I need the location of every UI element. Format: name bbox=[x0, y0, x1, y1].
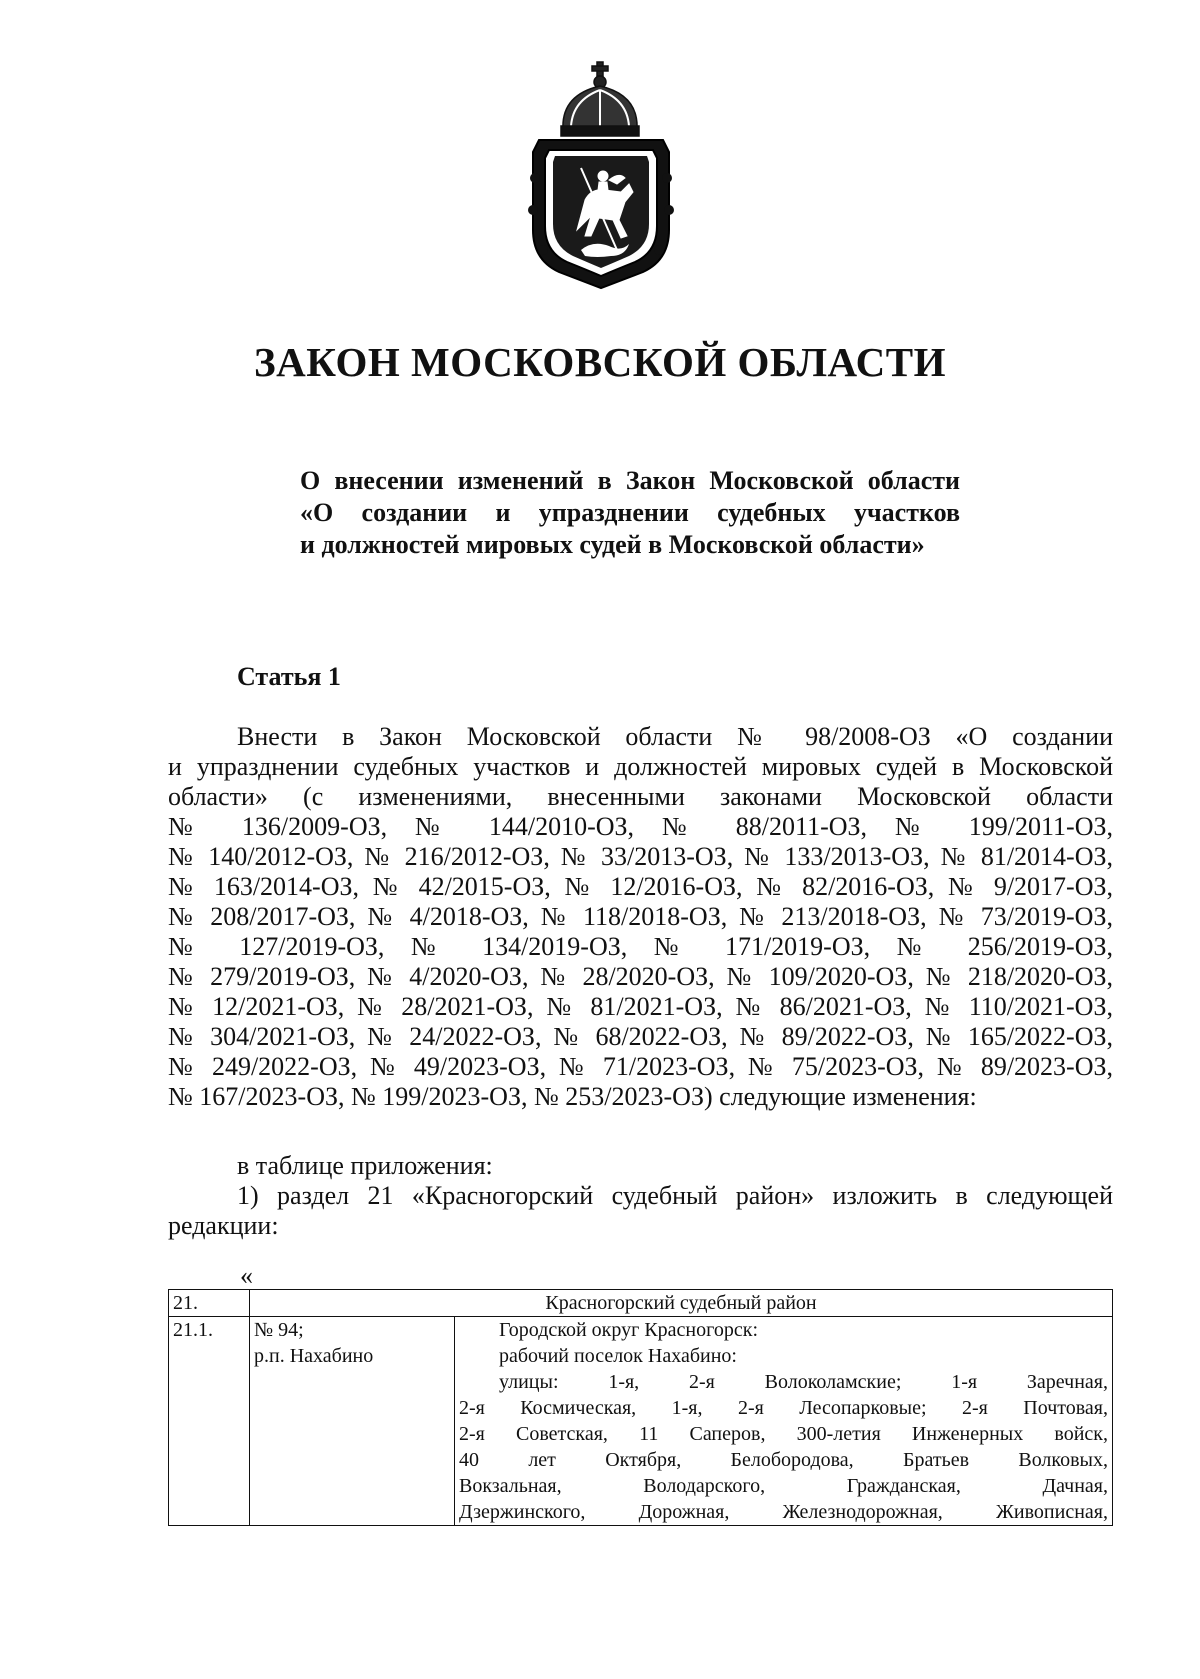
territory-line: 40 лет Октября, Белобородова, Братьев Волковых, bbox=[459, 1449, 1108, 1471]
subtitle-line: О внесении изменений в Закон Московской области bbox=[300, 466, 960, 495]
territory-line: Вокзальная, Володарского, Гражданская, Дачная, bbox=[459, 1475, 1108, 1497]
body-line: области» (с изменениями, внесенными законами Московской области bbox=[168, 782, 1113, 811]
item-1-line: 1) раздел 21 «Красногорский судебный район» изложить в следующей bbox=[237, 1181, 1113, 1210]
territory-line: Дзержинского, Дорожная, Железнодорожная, Живописная, bbox=[459, 1501, 1108, 1523]
plot-location: р.п. Нахабино bbox=[254, 1345, 374, 1367]
crown-icon bbox=[561, 62, 639, 136]
open-quote: « bbox=[240, 1261, 253, 1290]
section-number: 21. bbox=[169, 1290, 250, 1317]
plot-number: № 94; bbox=[254, 1319, 304, 1341]
territory-line: рабочий поселок Нахабино: bbox=[499, 1345, 737, 1367]
body-line: № 279/2019-ОЗ, № 4/2020-ОЗ, № 28/2020-ОЗ, № 109/2020-ОЗ, № 218/2020-ОЗ, bbox=[168, 962, 1113, 991]
subtitle-line: «О создании и упразднении судебных участков bbox=[300, 498, 960, 527]
plot-cell bbox=[250, 1317, 455, 1526]
document-subtitle bbox=[300, 465, 960, 561]
body-line: № 304/2021-ОЗ, № 24/2022-ОЗ, № 68/2022-ОЗ, № 89/2022-ОЗ, № 165/2022-ОЗ, bbox=[168, 1022, 1113, 1051]
body-line: Внести в Закон Московской области № 98/2008-ОЗ «О создании bbox=[237, 722, 1113, 751]
body-line: и упразднении судебных участков и должностей мировых судей в Московской bbox=[168, 752, 1113, 781]
table-row bbox=[169, 1317, 1113, 1526]
body-line: № 163/2014-ОЗ, № 42/2015-ОЗ, № 12/2016-ОЗ, № 82/2016-ОЗ, № 9/2017-ОЗ, bbox=[168, 872, 1113, 901]
document-title: ЗАКОН МОСКОВСКОЙ ОБЛАСТИ bbox=[254, 339, 946, 385]
row-number: 21.1. bbox=[169, 1317, 250, 1526]
article-body bbox=[168, 722, 1113, 1112]
territory-line: Городской округ Красногорск: bbox=[499, 1319, 758, 1341]
body-line: № 208/2017-ОЗ, № 4/2018-ОЗ, № 118/2018-ОЗ, № 213/2018-ОЗ, № 73/2019-ОЗ, bbox=[168, 902, 1113, 931]
coat-of-arms-emblem bbox=[521, 60, 681, 290]
territory-line: 2-я Космическая, 1-я, 2-я Лесопарковые; 2-я Почтовая, bbox=[459, 1397, 1108, 1419]
item-1-line: редакции: bbox=[168, 1211, 279, 1240]
section-name: Красногорский судебный район bbox=[250, 1290, 1113, 1317]
article-heading: Статья 1 bbox=[237, 662, 341, 691]
body-line: № 167/2023-ОЗ, № 199/2023-ОЗ, № 253/2023-ОЗ) следующие изменения: bbox=[168, 1082, 977, 1111]
table-intro: в таблице приложения: bbox=[237, 1151, 493, 1180]
territory-line: улицы: 1-я, 2-я Волоколамские; 1-я Заречная, bbox=[499, 1371, 1108, 1393]
subtitle-line: и должностей мировых судей в Московской области» bbox=[300, 530, 925, 559]
body-line: № 140/2012-ОЗ, № 216/2012-ОЗ, № 33/2013-ОЗ, № 133/2013-ОЗ, № 81/2014-ОЗ, bbox=[168, 842, 1113, 871]
territory-cell bbox=[455, 1317, 1113, 1526]
body-line: № 249/2022-ОЗ, № 49/2023-ОЗ, № 71/2023-ОЗ, № 75/2023-ОЗ, № 89/2023-ОЗ, bbox=[168, 1052, 1113, 1081]
body-line: № 136/2009-ОЗ, № 144/2010-ОЗ, № 88/2011-ОЗ, № 199/2011-ОЗ, bbox=[168, 812, 1113, 841]
court-districts-table bbox=[168, 1289, 1113, 1526]
territory-line: 2-я Советская, 11 Саперов, 300-летия Инженерных войск, bbox=[459, 1423, 1108, 1445]
body-line: № 12/2021-ОЗ, № 28/2021-ОЗ, № 81/2021-ОЗ, № 86/2021-ОЗ, № 110/2021-ОЗ, bbox=[168, 992, 1113, 1021]
table-header-row bbox=[169, 1290, 1113, 1317]
body-line: № 127/2019-ОЗ, № 134/2019-ОЗ, № 171/2019-ОЗ, № 256/2019-ОЗ, bbox=[168, 932, 1113, 961]
